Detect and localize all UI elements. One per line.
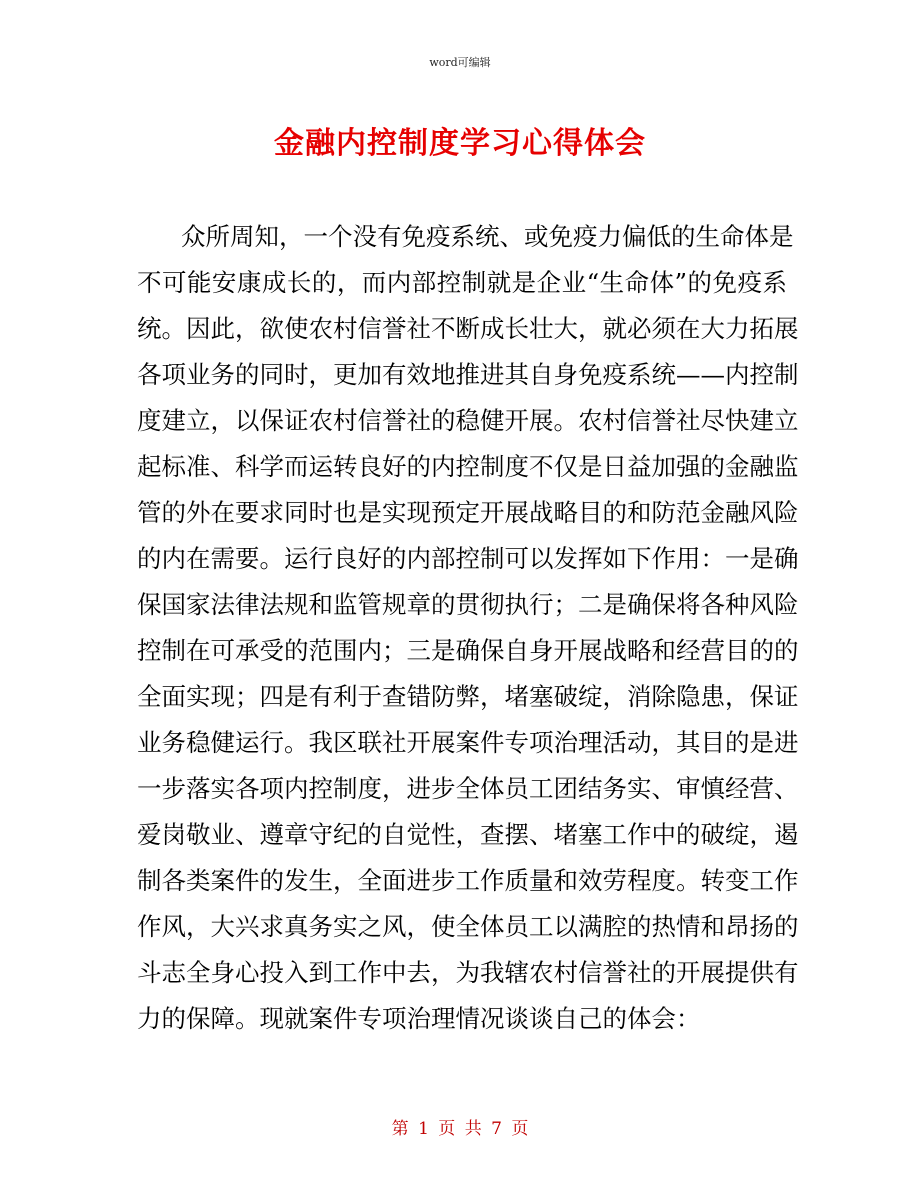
text-line: 作风，大兴求真务实之风，使全体员工以满腔的热情和昂扬的: [137, 912, 799, 941]
page-header: word可编辑: [429, 56, 491, 69]
text-line: 众所周知，一个没有免疫系统、或免疫力偏低的生命体是: [181, 222, 794, 251]
text-line: 斗志全身心投入到工作中去，为我辖农村信誉社的开展提供有: [137, 958, 799, 987]
text-line: 度建立，以保证农村信誉社的稳健开展。农村信誉社尽快建立: [137, 406, 799, 435]
text-line: 一步落实各项内控制度，进步全体员工团结务实、审慎经营、: [137, 774, 799, 803]
body-paragraph: [137, 214, 799, 1042]
text-line: 不可能安康成长的，而内部控制就是企业“生命体”的免疫系: [137, 268, 787, 297]
text-line: 起标准、科学而运转良好的内控制度不仅是日益加强的金融监: [137, 452, 799, 481]
text-line: 业务稳健运行。我区联社开展案件专项治理活动，其目的是进: [137, 728, 799, 757]
text-line: 全面实现；四是有利于查错防弊，堵塞破绽，消除隐患，保证: [137, 682, 799, 711]
text-line: 管的外在要求同时也是实现预定开展战略目的和防范金融风险: [137, 498, 799, 527]
text-line: 保国家法律法规和监管规章的贯彻执行；二是确保将各种风险: [137, 590, 799, 619]
text-line: 制各类案件的发生，全面进步工作质量和效劳程度。转变工作: [137, 866, 799, 895]
page-number-footer: 第 1 页 共 7 页: [391, 1119, 529, 1139]
text-line: 爱岗敬业、遵章守纪的自觉性，查摆、堵塞工作中的破绽，遏: [137, 820, 799, 849]
text-line: 力的保障。现就案件专项治理情况谈谈自己的体会：: [137, 1004, 701, 1033]
text-line: 控制在可承受的范围内；三是确保自身开展战略和经营目的的: [137, 636, 799, 665]
text-line: 统。因此，欲使农村信誉社不断成长壮大，就必须在大力拓展: [137, 314, 799, 343]
text-line: 的内在需要。运行良好的内部控制可以发挥如下作用：一是确: [137, 544, 799, 573]
text-line: 各项业务的同时，更加有效地推进其自身免疫系统——内控制: [137, 360, 799, 389]
document-title: 金融内控制度学习心得体会: [274, 126, 646, 161]
